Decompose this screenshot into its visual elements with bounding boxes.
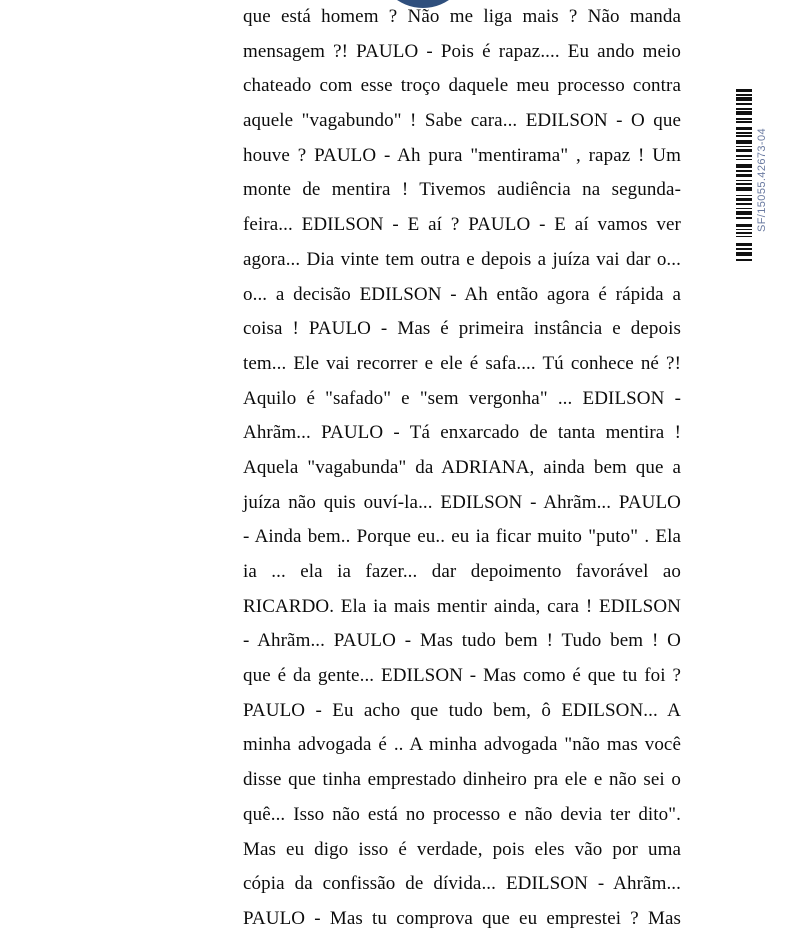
barcode-bar [736,203,752,205]
barcode-bar [736,195,752,197]
barcode-bar [736,259,752,261]
barcode-bar [736,108,752,110]
barcode-label-wrap [753,89,771,271]
barcode [736,89,772,271]
barcode-bar [736,103,752,105]
barcode-bar [736,180,752,182]
barcode-bar [736,132,752,134]
transcript-line: que é da gente... EDILSON - Mas como é que tu foi ? [243,665,681,687]
transcript-line: agora... Dia vinte tem outra e depois a juíza vai dar o... [243,248,681,270]
transcript-line: Mas eu digo isso é verdade, pois eles vão por uma [243,838,681,860]
transcript-line: quê... Isso não está no processo e não devia ter dito". [243,803,681,825]
transcript-line: Aquilo é "safado" e "sem vergonha" ... EDILSON - [243,387,681,409]
transcript-line: houve ? PAULO - Ah pura "mentirama" , rapaz ! Um [243,144,681,166]
barcode-bar [736,89,752,92]
transcript-line: Ahrãm... PAULO - Tá enxarcado de tanta mentira ! [243,422,681,444]
barcode-bar [736,164,752,168]
barcode-bar [736,159,752,161]
transcript-line: Aquela "vagabunda" da ADRIANA, ainda bem que a [243,456,681,478]
barcode-bar [736,187,752,191]
barcode-bar [736,127,752,130]
barcode-bar [736,248,752,250]
barcode-bar [736,146,752,148]
barcode-bar [736,135,752,137]
barcode-icon [736,89,752,261]
transcript-line: cópia da confissão de dívida... EDILSON - Ahrãm... [243,873,681,895]
barcode-label: SF/15055.42673-04 [756,127,768,233]
barcode-bar [736,149,752,152]
barcode-bar [736,217,752,219]
transcript-line: - Ainda bem.. Porque eu.. eu ia ficar muito "puto" . Ela [243,526,681,548]
transcript-line: chateado com esse troço daquele meu processo contra [243,75,681,97]
barcode-bar [736,229,752,231]
transcript-line: o... a decisão EDILSON - Ah então agora é rápida a [243,283,681,305]
transcript-line: tem... Ele vai recorrer e ele é safa.... Tú conhece né ?! [243,352,681,374]
transcript-line: minha advogada é .. A minha advogada "não mas você [243,734,681,756]
barcode-bar [736,121,752,123]
barcode-bar [736,224,752,227]
transcript-line: coisa ! PAULO - Mas é primeira instância e depois [243,318,681,340]
barcode-bar [736,118,752,120]
transcript-line: feira... EDILSON - E aí ? PAULO - E aí vamos ver [243,214,681,236]
transcript-line: que está homem ? Não me liga mais ? Não manda [243,6,681,27]
barcode-bar [736,208,752,210]
barcode-bar [736,232,752,234]
barcode-bar [736,198,752,201]
barcode-bar [736,140,752,144]
barcode-bar [736,243,752,246]
barcode-bar [736,97,752,101]
transcript-line: disse que tinha emprestado dinheiro pra ele e não sei o [243,769,681,791]
transcript-line: ia ... ela ia fazer... dar depoimento favorável ao [243,561,681,582]
transcript-line: monte de mentira ! Tivemos audiência na segunda- [243,179,681,201]
transcript-line: aquele "vagabundo" ! Sabe cara... EDILSON - O que [243,110,681,132]
barcode-bar [736,111,752,115]
barcode-bar [736,155,752,157]
barcode-bar [736,94,752,96]
barcode-bar [736,236,752,238]
barcode-bar [736,252,752,256]
transcript-line: mensagem ?! PAULO - Pois é rapaz.... Eu ando meio [243,40,681,62]
transcript-line: PAULO - Mas tu comprova que eu emprestei ? Mas [243,907,681,929]
transcript-text [243,0,681,937]
barcode-bar [736,174,752,177]
barcode-bar [736,211,752,215]
barcode-bar [736,170,752,172]
transcript-line: - Ahrãm... PAULO - Mas tudo bem ! Tudo bem ! O [243,630,681,652]
barcode-bar [736,183,752,185]
transcript-line: juíza não quis ouví-la... EDILSON - Ahrãm... PAULO [243,491,681,513]
transcript-line: RICARDO. Ela ia mais mentir ainda, cara ! EDILSON [243,595,681,617]
transcript-line: PAULO - Eu acho que tudo bem, ô EDILSON... A [243,699,681,721]
